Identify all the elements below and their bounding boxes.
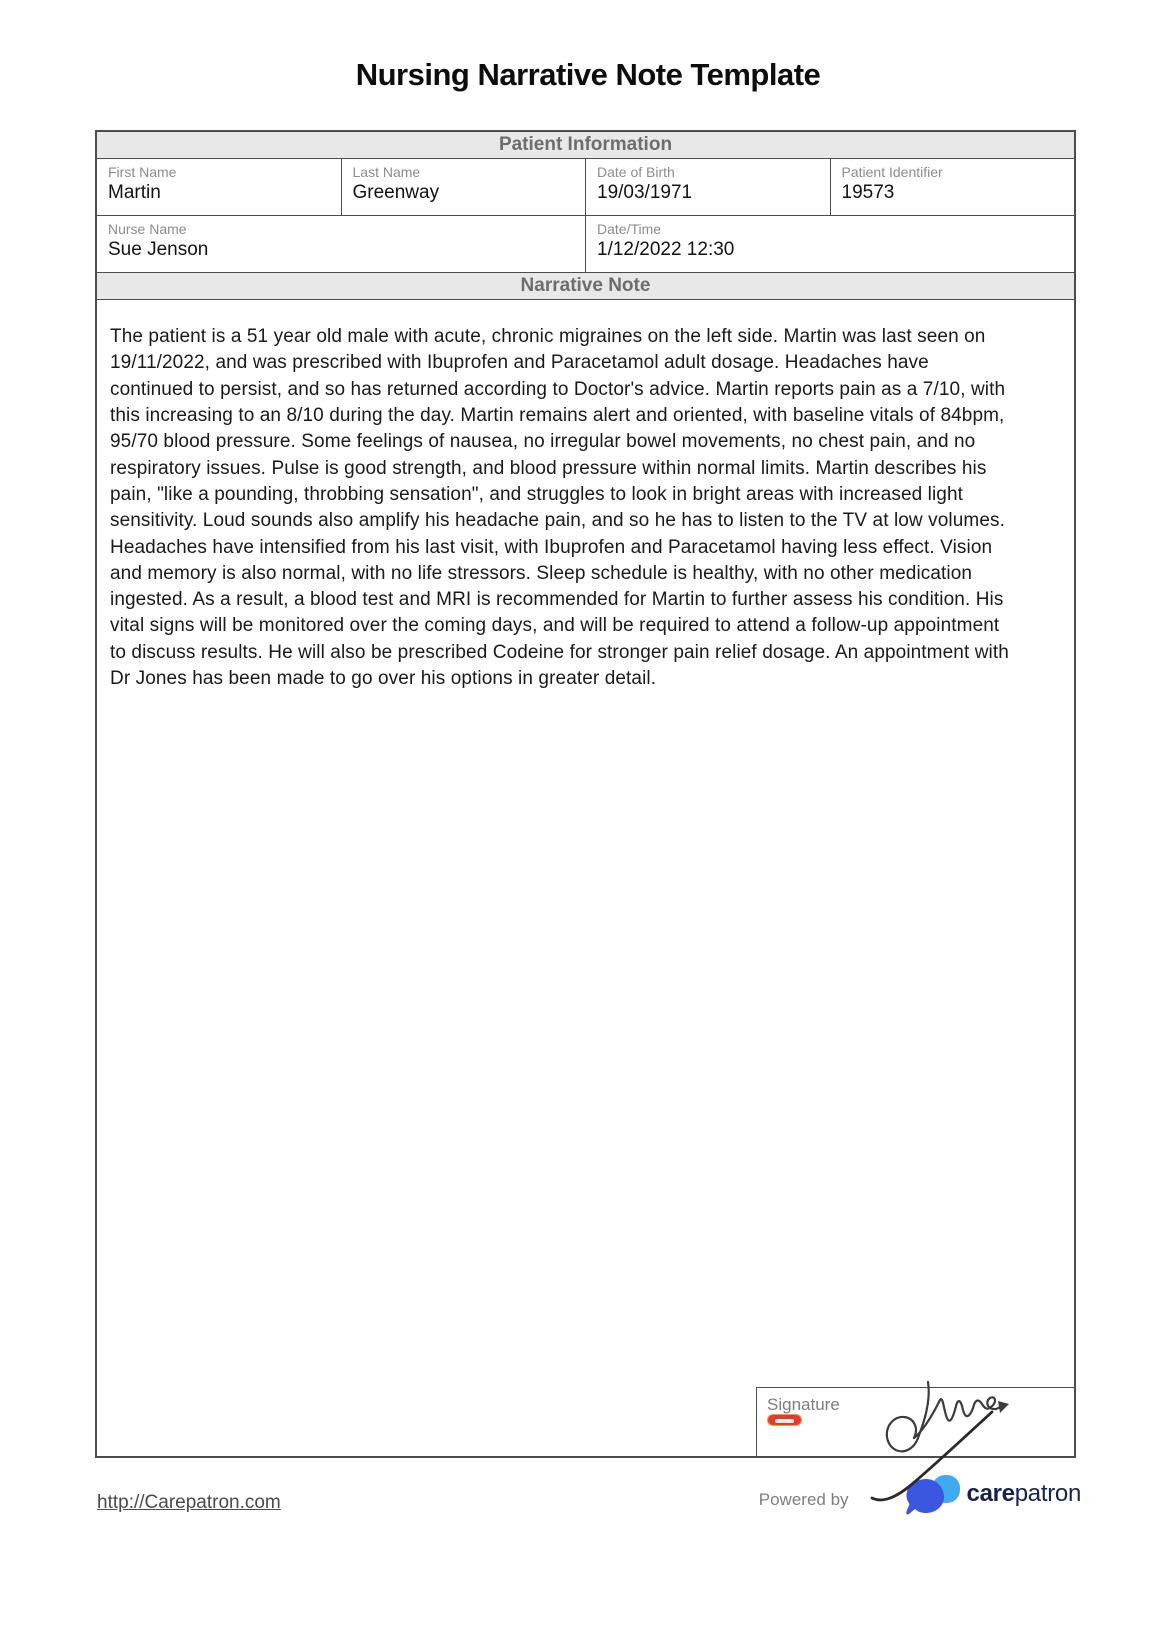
narrative-text[interactable]: The patient is a 51 year old male with acute, chronic migraines on the left side. Martin was last seen on 19/11/2022, and was prescribed with Ibuprofen and Paracetamol adult dosage. Headaches have continued to persist, and so has returned according to Doctor's advice. Martin reports pain as a 7/10, with this increasing to an 8/10 during the day. Martin remains alert and oriented, with baseline vitals of 84bpm, 95/70 blood pressure. Some feelings of nausea, no irregular bowel movements, no chest pain, and no respiratory issues. Pulse is good strength, and blood pressure within normal limits. Martin describes his pain, "like a pounding, throbbing sensation", and struggles to look in bright areas with increased light sensitivity. Loud sounds also amplify his headache pain, and so he has to listen to the TV at low volumes. Headaches have intensified from his last visit, with Ibuprofen and Paracetamol having less effect. Vision and memory is also normal, with no life stressors. Sleep schedule is healthy, with no other medication ingested. As a result, a blood test and MRI is recommended for Martin to further assess his condition. His vital signs will be monitored over the coming days, and will be required to attend a follow-up appointment to discuss results. He will also be prescribed Codeine for stronger pain relief dosage. An appointment with Dr Jones has been made to go over his options in greater detail. (110, 326, 1009, 690)
sign-here-badge[interactable] (767, 1414, 802, 1426)
date-time-field[interactable] (586, 216, 1074, 272)
carepatron-wordmark (967, 1480, 1081, 1508)
narrative-note-body (97, 300, 1074, 1456)
patient-info-row-2 (97, 216, 1074, 273)
nurse-name-value: Sue Jenson (108, 239, 209, 260)
patient-information-section-header: Patient Information (97, 132, 1074, 159)
note-form (95, 130, 1076, 1458)
patient-identifier-label: Patient Identifier (841, 164, 943, 180)
carepatron-link[interactable]: http://Carepatron.com (97, 1492, 281, 1513)
powered-by-block (759, 1472, 1081, 1516)
nurse-name-label: Nurse Name (108, 221, 187, 237)
signature-field[interactable] (756, 1387, 1075, 1457)
signature-label: Signature (767, 1395, 840, 1414)
carepatron-logo-icon (905, 1473, 961, 1515)
powered-by-label: Powered by (758, 1490, 849, 1509)
patient-identifier-value: 19573 (841, 182, 895, 203)
page-title: Nursing Narrative Note Template (355, 57, 821, 92)
brand-care: care (966, 1480, 1015, 1507)
nurse-name-field[interactable] (97, 216, 586, 272)
narrative-note-section-header: Narrative Note (97, 273, 1074, 300)
first-name-value: Martin (108, 182, 161, 203)
date-time-value: 1/12/2022 12:30 (597, 239, 735, 260)
date-of-birth-value: 19/03/1971 (597, 182, 693, 203)
date-of-birth-field[interactable] (586, 159, 831, 215)
last-name-field[interactable] (342, 159, 587, 215)
first-name-label: First Name (108, 164, 177, 180)
patient-info-row-1 (97, 159, 1074, 216)
date-of-birth-label: Date of Birth (597, 164, 675, 180)
last-name-value: Greenway (352, 182, 440, 203)
last-name-label: Last Name (352, 164, 421, 180)
date-time-label: Date/Time (597, 221, 662, 237)
patient-identifier-field[interactable] (831, 159, 1075, 215)
brand-patron: patron (1014, 1480, 1081, 1507)
first-name-field[interactable] (97, 159, 342, 215)
